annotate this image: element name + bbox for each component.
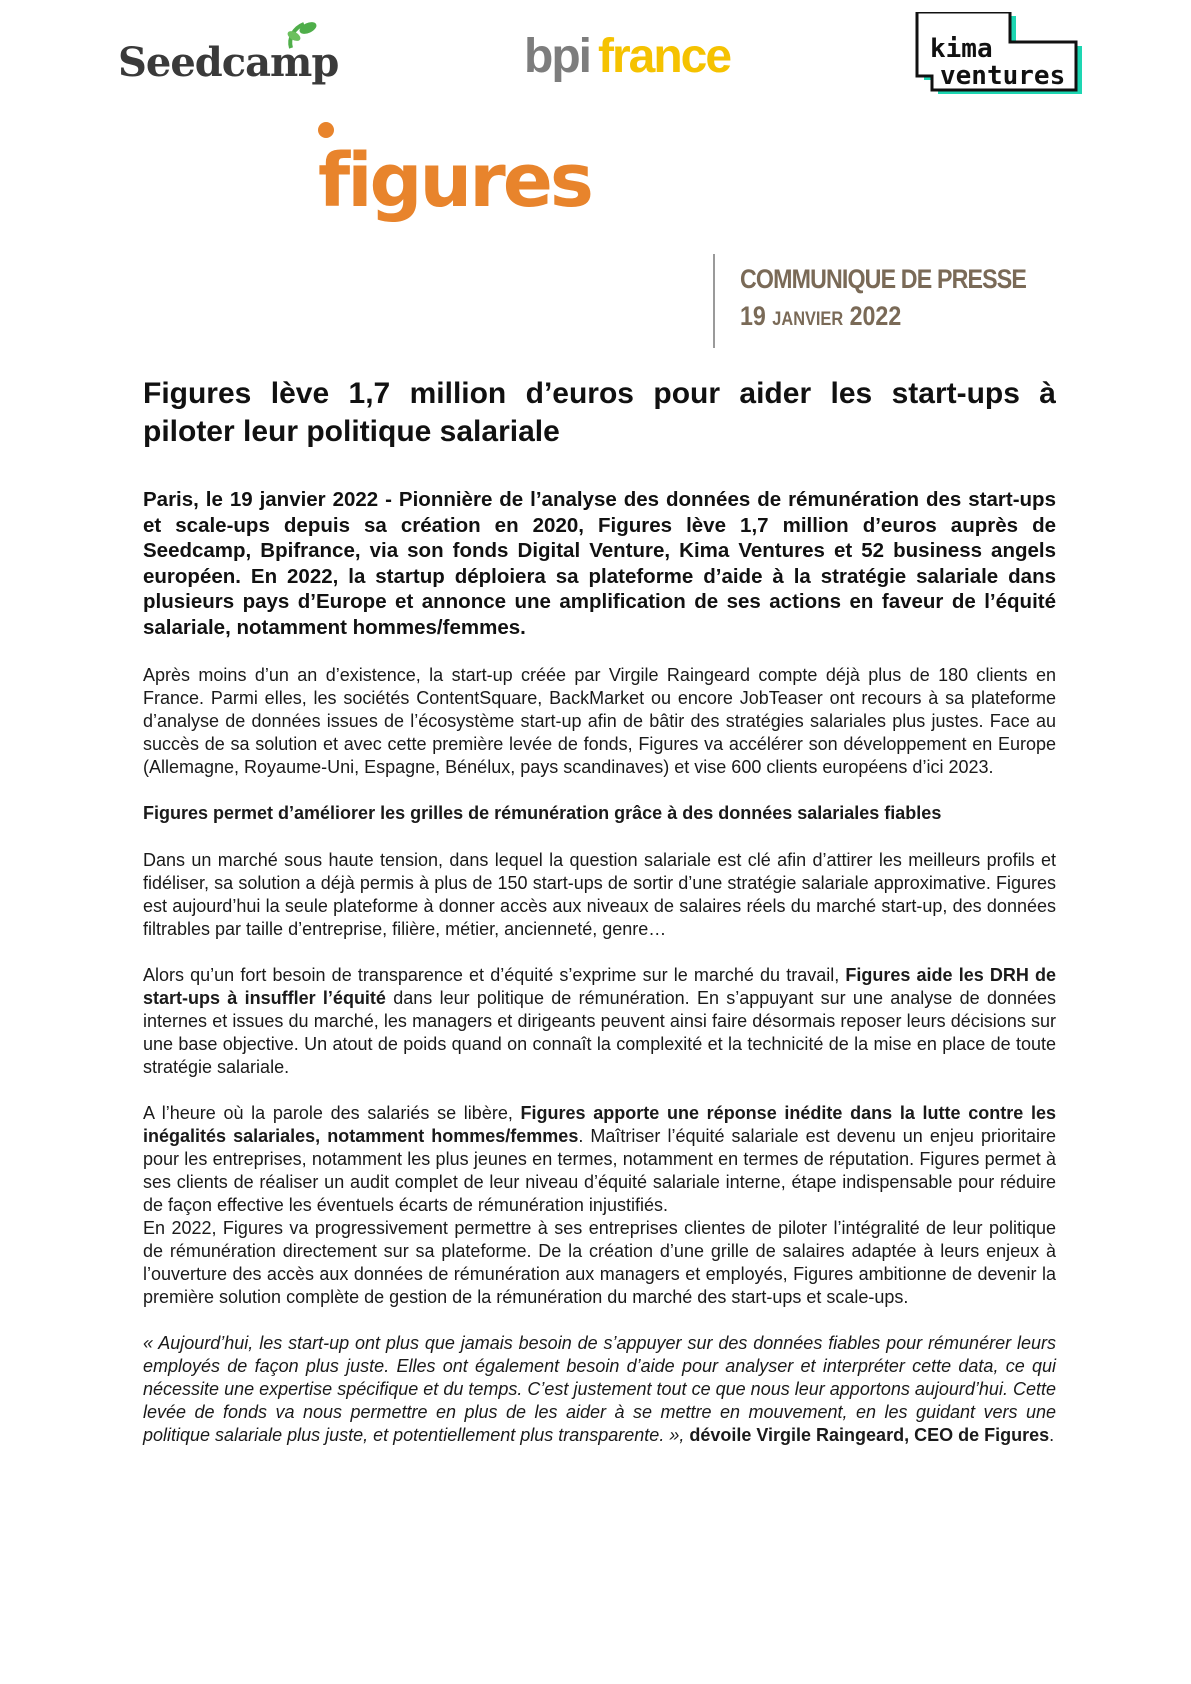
quote-end: . bbox=[1049, 1425, 1055, 1445]
seedcamp-wordmark: Seedcamp bbox=[118, 39, 339, 86]
paragraph-4 bbox=[143, 1102, 1056, 1217]
quote-paragraph bbox=[143, 1332, 1056, 1447]
france-wordmark: france bbox=[598, 30, 731, 83]
figures-wordmark: figures bbox=[318, 138, 591, 224]
paragraph-3-bold: Figures aide les DRH de start-ups à insuffler l’équité bbox=[143, 965, 1057, 1008]
press-date-year: 2022 bbox=[849, 301, 902, 331]
headline: Figures lève 1,7 million d’euros pour aider les start-ups à piloter leur politique salariale bbox=[143, 377, 1056, 448]
paragraph-4-a: A l’heure où la parole des salariés se libère, bbox=[143, 1103, 521, 1123]
kima-word: kima bbox=[930, 34, 993, 64]
subheading: Figures permet d’améliorer les grilles de rémunération grâce à des données salariales fiables bbox=[143, 803, 942, 823]
figures-logo bbox=[312, 118, 592, 244]
press-release-header bbox=[713, 254, 1026, 348]
paragraph-5: En 2022, Figures va progressivement permettre à ses entreprises clientes de piloter l’intégralité de leur politique de rémunération directement sur sa plateforme. De la création d’une grille de salaires adaptée à leurs enjeux à l’ouverture des accès aux données de rémunération aux managers et employés, Figures ambitionne de devenir la première solution complète de gestion de la rémunération du marché des start-ups et scale-ups. bbox=[143, 1218, 1056, 1307]
bpifrance-logo bbox=[524, 22, 754, 92]
quote-text: « Aujourd’hui, les start-up ont plus que jamais besoin de s’appuyer sur des données fiables pour rémunérer leurs employés de façon plus juste. Elles ont également besoin d’aide pour analyser et interpréter cette data, ce qui nécessite une expertise spécifique et du temps. C’est justement tout ce que nous leur apportons aujourd’hui. Cette levée de fonds va nous permettre en plus de les aider à se mettre en mouvement, en les guidant vers une politique salariale plus juste, et potentiellement plus transparente. », bbox=[143, 1333, 1056, 1445]
paragraph-4-c: . Maîtriser l’équité salariale est devenu un enjeu prioritaire pour les entreprises, notamment les plus jeunes en termes, notamment en termes de réputation. Figures permet à ses clients de réaliser un audit complet de leur niveau d’équité salariale interne, étape indispensable pour réduire de façon effective les éventuels écarts de rémunération injustifiés. bbox=[143, 1126, 1056, 1215]
paragraph-4-bold: Figures apporte une réponse inédite dans la lutte contre les inégalités salariales, notamment hommes/femmes bbox=[143, 1103, 1056, 1146]
lead-text: - Pionnière de l’analyse des données de rémunération des start-ups et scale-ups depuis sa création en 2020, Figures lève 1,7 million d’euros auprès de Seedcamp, Bpifrance, via son fonds Digital Venture, Kima Ventures et 52 business angels européen. En 2022, la startup déploiera sa plateforme d’aide à la stratégie salariale dans plusieurs pays d’Europe et annonce une amplification de ses actions en faveur de l’équité salariale, notamment hommes/femmes. bbox=[143, 488, 1056, 639]
bpi-wordmark: bpi bbox=[524, 30, 590, 83]
paragraph-3-a: Alors qu’un fort besoin de transparence et d’équité s’exprime sur le marché du travail, bbox=[143, 965, 846, 985]
press-date-day: 19 bbox=[740, 301, 766, 331]
figures-dot bbox=[318, 122, 334, 138]
paragraph-2: Dans un marché sous haute tension, dans lequel la question salariale est clé afin d’attirer les meilleurs profils et fidéliser, sa solution a déjà permis à plus de 150 start-ups de sortir d’une stratégie salariale approximative. Figures est aujourd’hui la seule plateforme à donner accès aux niveaux de salaires réels du marché start-up, des données filtrables par taille d’entreprise, filière, métier, ancienneté, genre… bbox=[143, 850, 1056, 939]
press-date-month: JANVIER bbox=[772, 309, 844, 330]
paragraph-3 bbox=[143, 964, 1056, 1079]
kima-ventures-logo bbox=[914, 12, 1090, 110]
paragraph-3-c: dans leur politique de rémunération. En s’appuyant sur une analyse de données internes et issues du marché, les managers et dirigeants peuvent ainsi faire désormais reposer leurs décisions sur une base objective. Un atout de poids quand on connaît la complexité et la technicité de la mise en place de toute stratégie salariale. bbox=[143, 988, 1057, 1077]
paragraph-1: Après moins d’un an d’existence, la start-up créée par Virgile Raingeard compte déjà plus de 180 clients en France. Parmi elles, les sociétés ContentSquare, BackMarket ou encore JobTeaser ont recours à sa plateforme d’analyse de données issues de l’écosystème start-up afin de bâtir des stratégies salariales plus justes. Face au succès de sa solution et avec cette première levée de fonds, Figures va accélérer son développement en Europe (Allemagne, Royaume-Uni, Espagne, Bénélux, pays scandinaves) et vise 600 clients européens d’ici 2023. bbox=[143, 665, 1056, 777]
quote-attribution: dévoile Virgile Raingeard, CEO de Figures bbox=[684, 1425, 1050, 1445]
lead-paragraph bbox=[143, 487, 1056, 640]
lead-place: Paris, le 19 janvier 2022 bbox=[143, 488, 379, 511]
press-title: COMMUNIQUE DE PRESSE bbox=[740, 264, 1026, 294]
ventures-word: ventures bbox=[940, 61, 1066, 91]
article-body bbox=[143, 375, 1056, 1470]
seedcamp-leaf-right bbox=[298, 20, 319, 37]
press-date bbox=[740, 301, 975, 332]
seedcamp-logo bbox=[118, 18, 348, 98]
